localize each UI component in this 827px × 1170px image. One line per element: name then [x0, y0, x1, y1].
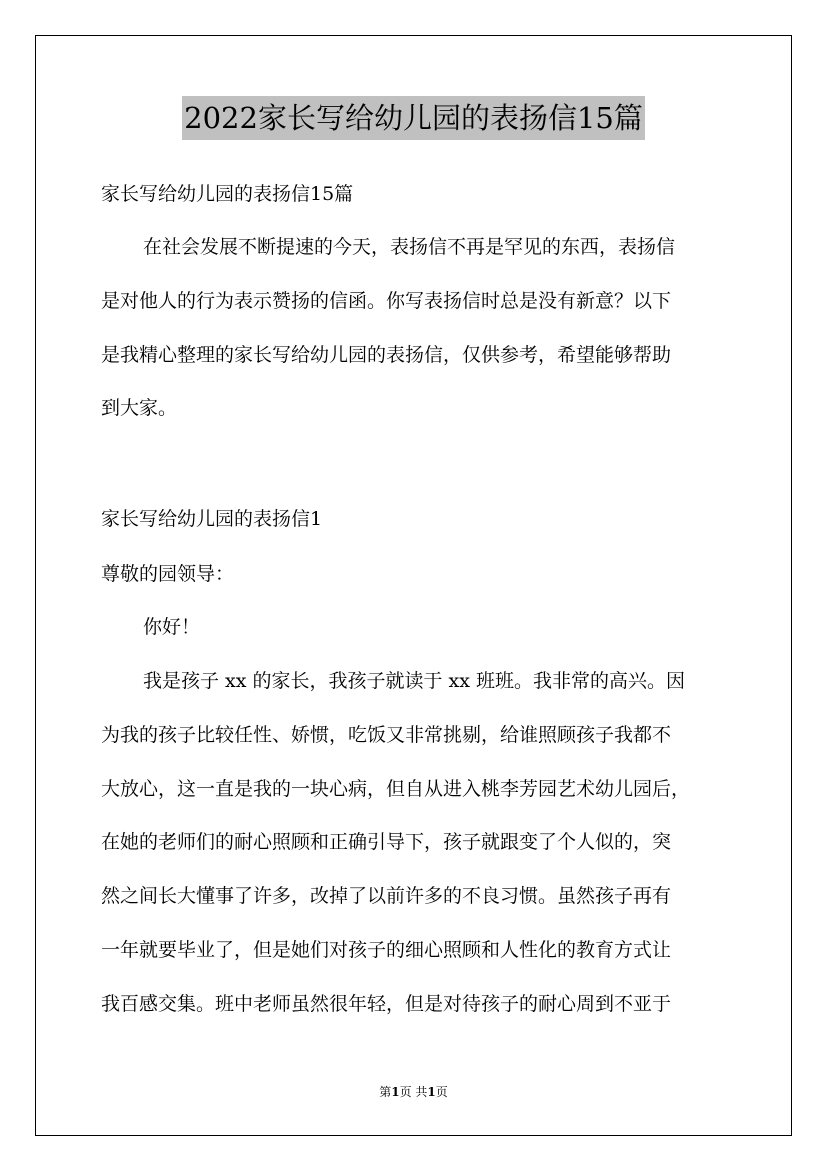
body-line-5: 然之间长大懂事了许多，改掉了以前许多的不良习惯。虽然孩子再有: [101, 885, 672, 907]
footer-page-current: 1: [391, 1085, 400, 1099]
body-line-4: 在她的老师们的耐心照顾和正确引导下，孩子就跟变了个人似的，突: [101, 831, 672, 853]
greeting: 你好！: [143, 616, 201, 638]
body-line-2: 为我的孩子比较任性、娇惯，吃饭又非常挑剔，给谁照顾孩子我都不: [101, 724, 672, 746]
page-footer: [0, 1083, 827, 1100]
section-heading: 家长写给幼儿园的表扬信1: [101, 508, 323, 530]
title-block: [101, 96, 726, 140]
body-line-7: 我百感交集。班中老师虽然很年轻，但是对待孩子的耐心周到不亚于: [101, 993, 672, 1015]
document-subtitle: 家长写给幼儿园的表扬信15篇: [101, 183, 354, 205]
footer-mid: 页 共: [399, 1085, 428, 1099]
document-title: 2022家长写给幼儿园的表扬信15篇: [182, 96, 645, 140]
footer-prefix: 第: [379, 1085, 392, 1099]
body-line-1: 我是孩子 xx 的家长，我孩子就读于 xx 班班。我非常的高兴。因: [143, 670, 686, 692]
body-line-6: 一年就要毕业了，但是她们对孩子的细心照顾和人性化的教育方式让: [101, 939, 672, 961]
intro-line-1: 在社会发展不断提速的今天，表扬信不再是罕见的东西，表扬信: [143, 236, 676, 258]
intro-line-2: 是对他人的行为表示赞扬的信函。你写表扬信时总是没有新意？以下: [101, 290, 672, 312]
intro-line-3: 是我精心整理的家长写给幼儿园的表扬信，仅供参考，希望能够帮助: [101, 344, 672, 366]
footer-suffix: 页: [435, 1085, 448, 1099]
intro-line-4: 到大家。: [101, 397, 178, 419]
body-line-3: 大放心，这一直是我的一块心病，但自从进入桃李芳园艺术幼儿园后，: [101, 778, 691, 800]
salutation: 尊敬的园领导：: [101, 563, 235, 585]
footer-page-total: 1: [427, 1085, 436, 1099]
